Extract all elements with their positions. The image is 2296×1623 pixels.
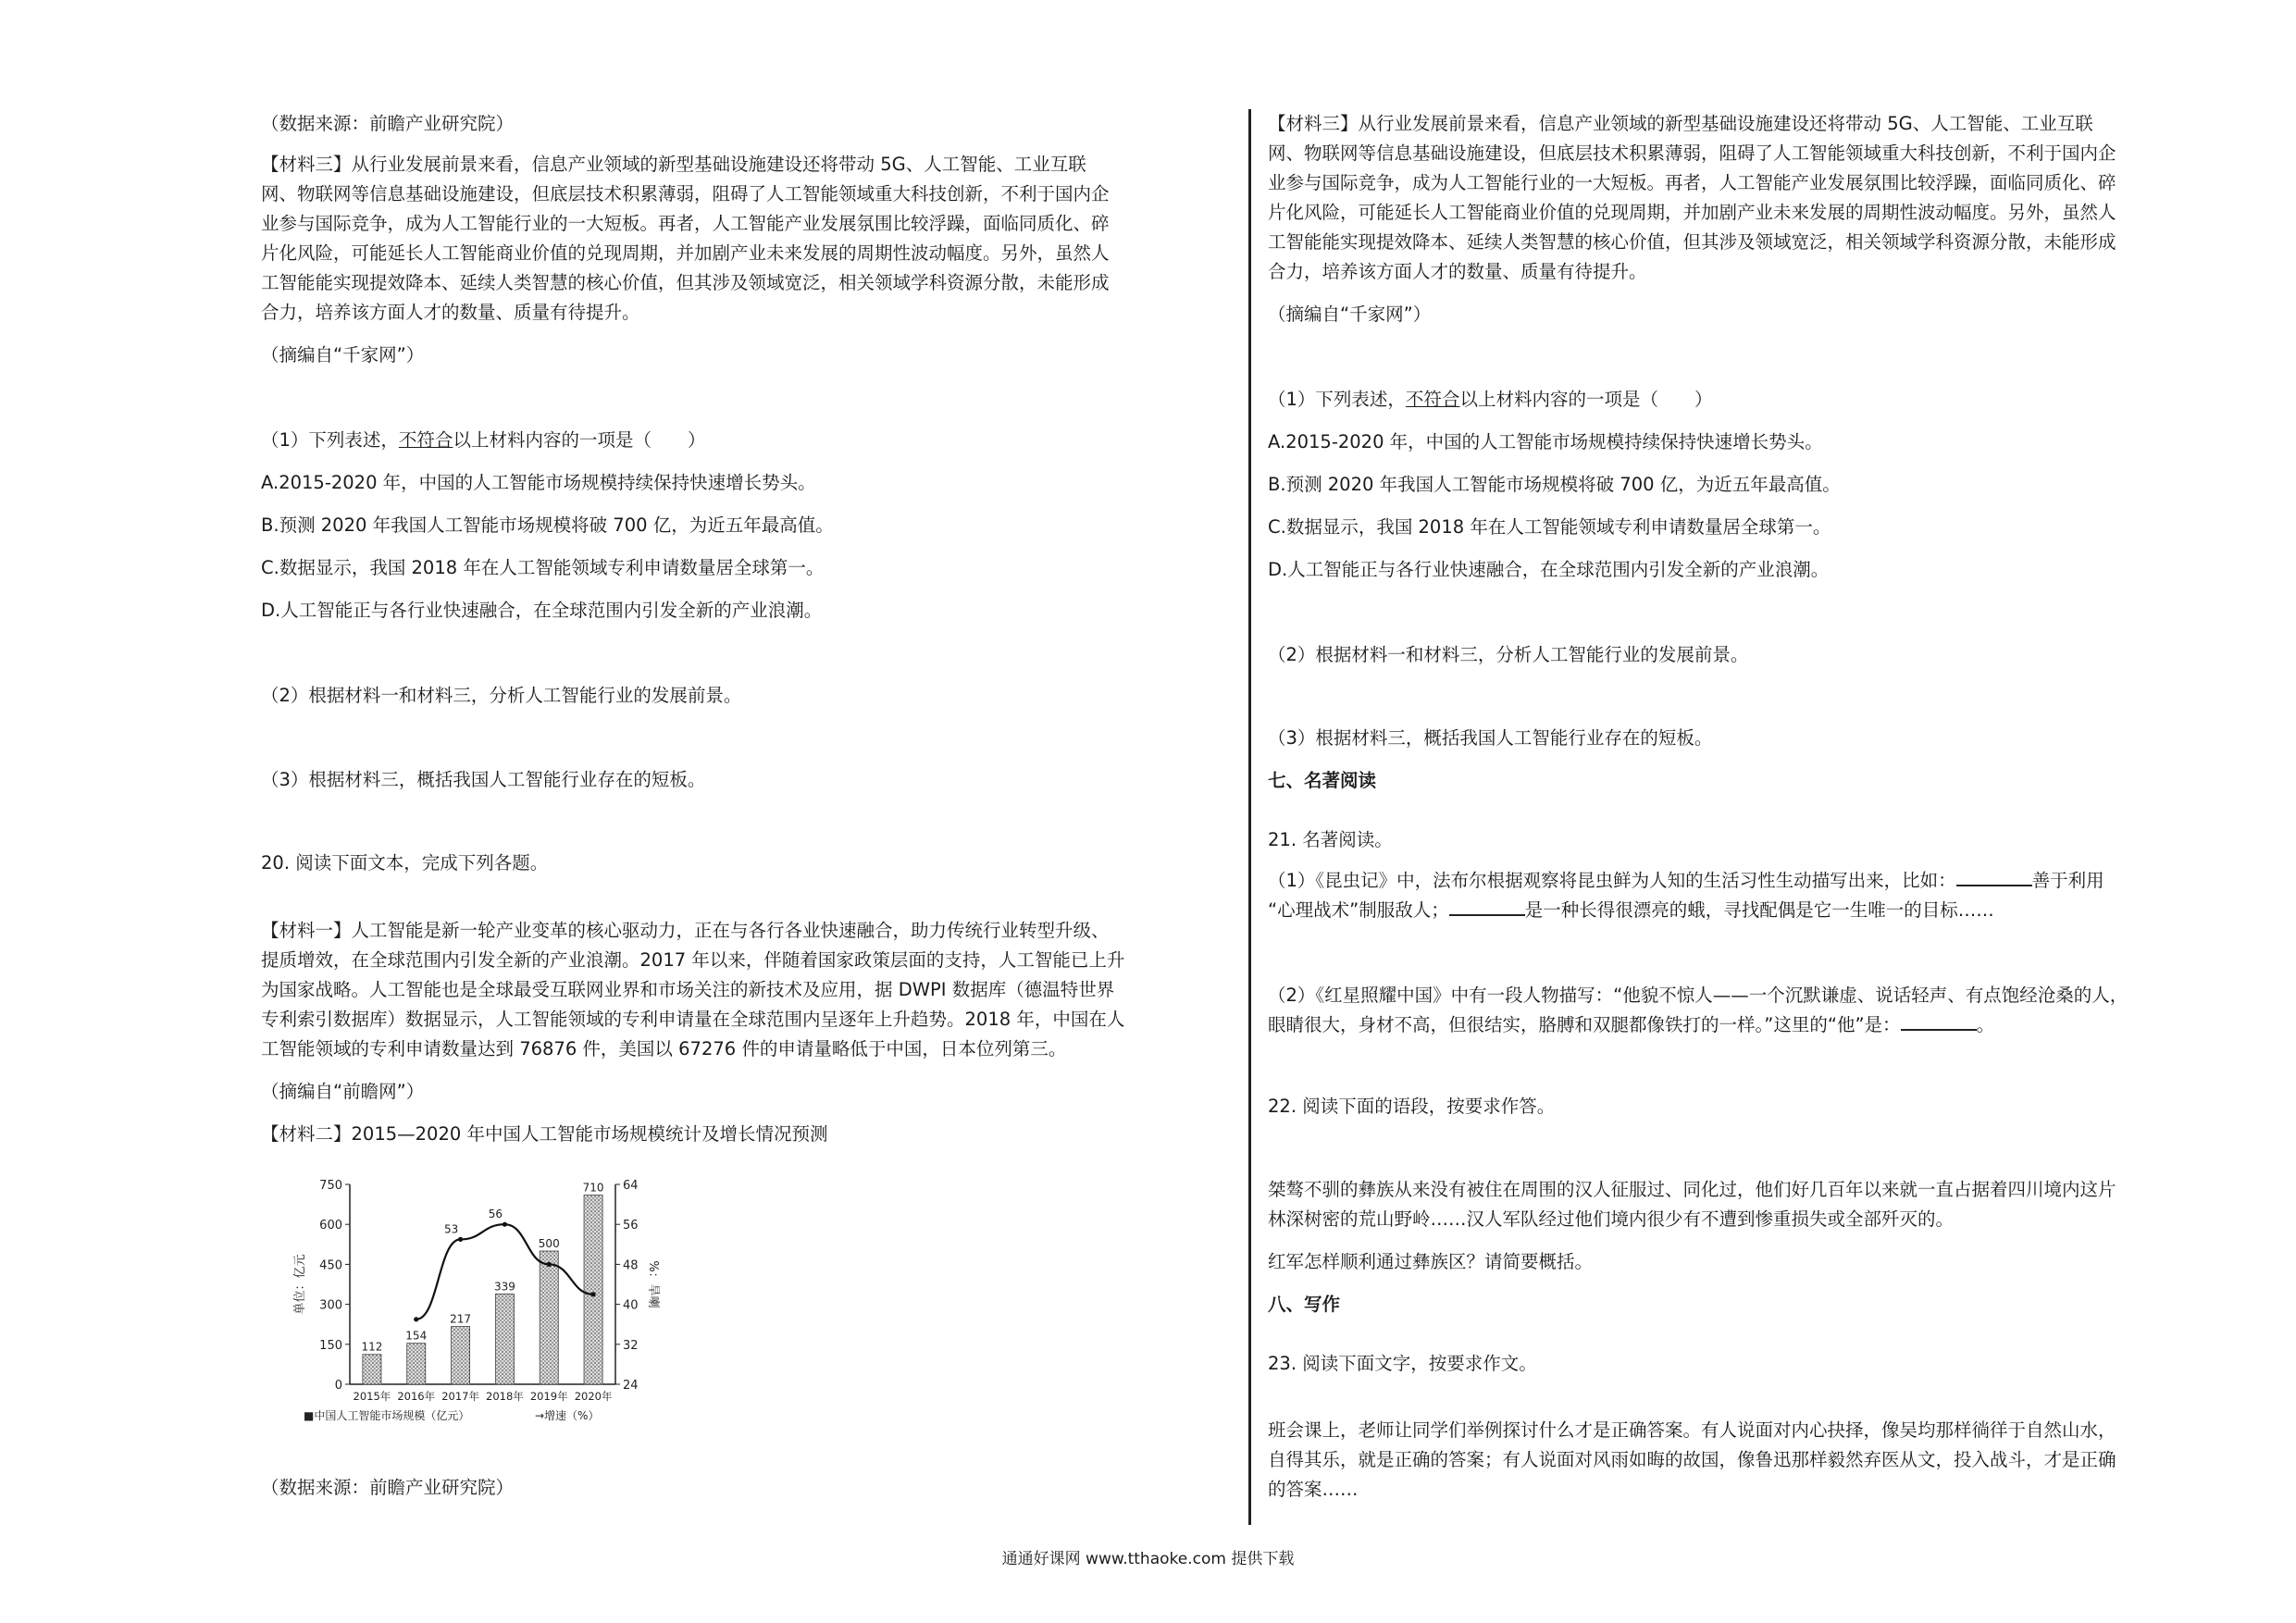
material-three-line: 网、物联网等信息基础设施建设，但底层技术积累薄弱，阻碍了人工智能领域重大科技创新，不利于国内企 <box>261 183 1110 204</box>
question-23: 23. 阅读下面文字，按要求作文。 <box>1268 1353 1537 1374</box>
x-tick-label: 2017年 <box>441 1390 479 1403</box>
bar <box>540 1251 558 1384</box>
question-2: （2）根据材料一和材料三，分析人工智能行业的发展前景。 <box>261 685 742 706</box>
material-one-line: 为国家战略。人工智能也是全球最受互联网业界和市场关注的新技术及应用，据 DWPI 数据库（德温特世界 <box>261 979 1115 1000</box>
question-3: （3）根据材料三，概括我国人工智能行业存在的短板。 <box>1268 727 1713 749</box>
growth-rate-point <box>547 1262 552 1267</box>
question-3: （3）根据材料三，概括我国人工智能行业存在的短板。 <box>261 769 706 790</box>
data-source: （数据来源：前瞻产业研究院） <box>261 113 515 134</box>
right-axis-label: %：旱喇 <box>646 1260 660 1308</box>
x-tick-label: 2020年 <box>574 1390 613 1403</box>
material-three-line: 【材料三】从行业发展前景来看，信息产业领域的新型基础设施建设还将带动 5G、人工智能、工业互联 <box>261 154 1086 175</box>
answer-blank[interactable] <box>1449 898 1525 916</box>
material-three-line: 合力，培养该方面人才的数量、质量有待提升。 <box>261 302 640 323</box>
left-tick-label: 600 <box>319 1219 342 1233</box>
excerpt-source: （摘编自“前瞻网”） <box>261 1081 425 1102</box>
material-three-line: 业参与国际竞争，成为人工智能行业的一大短板。再者，人工智能产业发展氛围比较浮躁，面临同质化、碎 <box>261 213 1110 234</box>
material-three-line: 工智能能实现提效降本、延续人类智慧的核心价值，但其涉及领域宽泛，相关领域学科资源分散，未能形成 <box>1268 231 2116 253</box>
growth-rate-label: 56 <box>488 1208 503 1221</box>
legend-bar: ■中国人工智能市场规模（亿元） <box>304 1409 470 1422</box>
option-b: B.预测 2020 年我国人工智能市场规模将破 700 亿，为近五年最高值。 <box>261 514 834 536</box>
question-22: 22. 阅读下面的语段，按要求作答。 <box>1268 1096 1556 1117</box>
option-d: D.人工智能正与各行业快速融合，在全球范围内引发全新的产业浪潮。 <box>261 600 823 621</box>
page-footer: 通通好课网 www.tthaoke.com 提供下载 <box>1001 1550 1295 1568</box>
option-d: D.人工智能正与各行业快速融合，在全球范围内引发全新的产业浪潮。 <box>1268 559 1830 580</box>
material-three-line: 工智能能实现提效降本、延续人类智慧的核心价值，但其涉及领域宽泛，相关领域学科资源分散，未能形成 <box>261 272 1110 293</box>
question-21: 21. 名著阅读。 <box>1268 829 1393 850</box>
section-eight-heading: 八、写作 <box>1268 1294 1341 1315</box>
question-21-2-cont: 眼睛很大，身材不高，但很结实，胳膊和双腿都像铁打的一样。”这里的“他”是： 。 <box>1268 1014 1995 1035</box>
left-axis-label: 单位：亿元 <box>293 1254 307 1315</box>
option-a: A.2015-2020 年，中国的人工智能市场规模持续保持快速增长势头。 <box>1268 431 1823 452</box>
section-seven-heading: 七、名著阅读 <box>1268 770 1377 791</box>
question-1: （1）下列表述，不符合以上材料内容的一项是（ ） <box>261 429 706 451</box>
bar-value-label: 112 <box>361 1340 383 1354</box>
left-tick-label: 450 <box>319 1258 342 1273</box>
material-two-title: 【材料二】2015—2020 年中国人工智能市场规模统计及增长情况预测 <box>261 1123 828 1145</box>
answer-blank[interactable] <box>1901 1012 1977 1031</box>
bar <box>495 1294 514 1384</box>
material-three-line: 合力，培养该方面人才的数量、质量有待提升。 <box>1268 261 1647 282</box>
right-tick-label: 56 <box>623 1219 639 1233</box>
question-21-1-cont: “心理战术”制服敌人； 是一种长得很漂亮的蛾，寻找配偶是它一生唯一的目标…… <box>1268 899 1994 921</box>
material-one-line: 【材料一】人工智能是新一轮产业变革的核心驱动力，正在与各行各业快速融合，助力传统行业转型升级、 <box>261 920 1110 941</box>
x-tick-label: 2015年 <box>353 1390 391 1403</box>
prompt-line: 班会课上，老师让同学们举例探讨什么才是正确答案。有人说面对内心抉择，像吴均那样徜徉于自然山水， <box>1268 1419 2116 1441</box>
bar-value-label: 154 <box>405 1329 428 1343</box>
material-three-line: 【材料三】从行业发展前景来看，信息产业领域的新型基础设施建设还将带动 5G、人工智能、工业互联 <box>1268 113 2093 134</box>
market-size-chart <box>287 1177 660 1427</box>
answer-blank[interactable] <box>1956 868 2032 886</box>
question-2: （2）根据材料一和材料三，分析人工智能行业的发展前景。 <box>1268 644 1749 665</box>
option-c: C.数据显示，我国 2018 年在人工智能领域专利申请数量居全球第一。 <box>1268 516 1831 538</box>
question-21-1: （1）《昆虫记》中，法布尔根据观察将昆虫鲜为人知的生活习性生动描写出来，比如： 善于利用 <box>1268 870 2104 891</box>
excerpt-source: （摘编自“千家网”） <box>261 344 425 365</box>
material-three-line: 业参与国际竞争，成为人工智能行业的一大短板。再者，人工智能产业发展氛围比较浮躁，面临同质化、碎 <box>1268 172 2116 193</box>
right-tick-label: 40 <box>623 1298 639 1313</box>
growth-rate-point <box>503 1222 507 1227</box>
option-c: C.数据显示，我国 2018 年在人工智能领域专利申请数量居全球第一。 <box>261 557 825 578</box>
left-tick-label: 0 <box>334 1379 342 1393</box>
column-divider <box>1248 109 1251 1525</box>
prompt-line: 自得其乐，就是正确的答案；有人说面对风雨如晦的故国，像鲁迅那样毅然弃医从文，投入战斗，才是正确 <box>1268 1449 2116 1470</box>
x-tick-label: 2018年 <box>486 1390 524 1403</box>
passage-line: 桀骜不驯的彝族从来没有被住在周围的汉人征服过、同化过，他们好几百年以来就一直占据着四川境内这片 <box>1268 1179 2116 1200</box>
passage-line: 林深树密的荒山野岭……汉人军队经过他们境内很少有不遭到惨重损失或全部歼灭的。 <box>1268 1208 1955 1230</box>
left-tick-label: 300 <box>319 1298 342 1313</box>
left-tick-label: 150 <box>319 1338 342 1353</box>
question-1: （1）下列表述，不符合以上材料内容的一项是（ ） <box>1268 389 1713 410</box>
data-source: （数据来源：前瞻产业研究院） <box>261 1477 515 1498</box>
growth-rate-point <box>458 1237 463 1242</box>
x-tick-label: 2019年 <box>529 1390 568 1403</box>
growth-rate-label: 53 <box>443 1222 459 1236</box>
question-20: 20. 阅读下面文本，完成下列各题。 <box>261 852 549 873</box>
option-b: B.预测 2020 年我国人工智能市场规模将破 700 亿，为近五年最高值。 <box>1268 474 1841 495</box>
question-21-2: （2）《红星照耀中国》中有一段人物描写：“他貌不惊人——一个沉默谦虚、说话轻声、有点饱经沧桑的人， <box>1268 985 2128 1006</box>
bar-value-label: 500 <box>538 1237 560 1250</box>
material-three-line: 片化风险，可能延长人工智能商业价值的兑现周期，并加剧产业未来发展的周期性波动幅度。另外，虽然人 <box>1268 202 2116 223</box>
growth-rate-point <box>590 1292 595 1296</box>
bar-value-label: 217 <box>450 1312 472 1326</box>
bar-value-label: 710 <box>582 1181 604 1195</box>
material-one-line: 专利索引数据库）数据显示，人工智能领域的专利申请量在全球范围内呈逐年上升趋势。2018 年，中国在人 <box>261 1009 1125 1030</box>
material-one-line: 提质增效，在全球范围内引发全新的产业浪潮。2017 年以来，伴随着国家政策层面的支持，人工智能已上升 <box>261 949 1125 971</box>
bar <box>452 1327 470 1384</box>
left-tick-label: 750 <box>319 1179 342 1193</box>
growth-rate-point <box>414 1317 418 1321</box>
bar <box>584 1196 602 1384</box>
legend-line: →增速（%） <box>535 1409 600 1422</box>
material-three-line: 网、物联网等信息基础设施建设，但底层技术积累薄弱，阻碍了人工智能领域重大科技创新，不利于国内企 <box>1268 142 2116 164</box>
bar <box>407 1344 426 1384</box>
x-tick-label: 2016年 <box>397 1390 436 1403</box>
right-tick-label: 48 <box>623 1258 639 1273</box>
right-tick-label: 24 <box>623 1379 639 1393</box>
chart-axes <box>293 1179 660 1393</box>
right-tick-label: 32 <box>623 1338 639 1353</box>
material-three-line: 片化风险，可能延长人工智能商业价值的兑现周期，并加剧产业未来发展的周期性波动幅度。另外，虽然人 <box>261 242 1110 264</box>
material-one-line: 工智能领域的专利申请数量达到 76876 件，美国以 67276 件的申请量略低于中国，日本位列第三。 <box>261 1038 1067 1059</box>
right-tick-label: 64 <box>623 1179 639 1193</box>
bar-value-label: 339 <box>493 1280 515 1294</box>
prompt-line: 的答案…… <box>1268 1479 1359 1500</box>
excerpt-source: （摘编自“千家网”） <box>1268 304 1432 325</box>
bar <box>363 1355 381 1384</box>
option-a: A.2015-2020 年，中国的人工智能市场规模持续保持快速增长势头。 <box>261 472 816 493</box>
question-22-prompt: 红军怎样顺利通过彝族区？请简要概括。 <box>1268 1251 1594 1272</box>
